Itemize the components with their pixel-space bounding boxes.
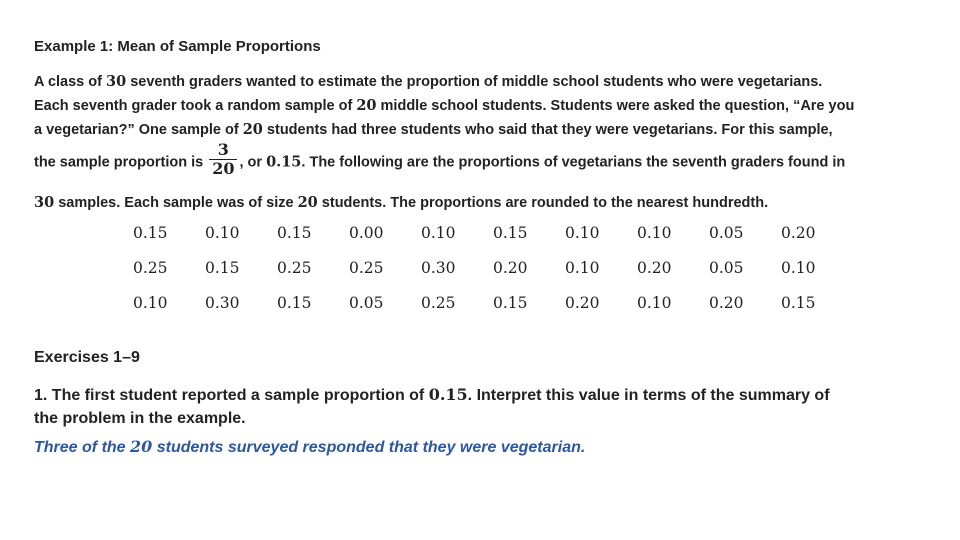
text: samples. Each sample was of size xyxy=(54,195,298,211)
proportion-value: 0.30 xyxy=(421,259,456,277)
proportion-value: 0.05 xyxy=(349,294,384,312)
proportion-value: 0.15 xyxy=(277,224,312,242)
proportion-value: 0.30 xyxy=(205,294,240,312)
proportion-value: 0.20 xyxy=(565,294,600,312)
example-line-2 xyxy=(34,97,924,114)
proportion-value: 0.20 xyxy=(493,259,528,277)
number: 20 xyxy=(242,121,263,138)
text: Three of the xyxy=(34,439,131,456)
exercise-1-line-2: the problem in the example. xyxy=(34,410,246,427)
proportion-value: 0.10 xyxy=(565,224,600,242)
exercises-title: Exercises 1–9 xyxy=(34,349,140,366)
proportion-value: 0.10 xyxy=(205,224,240,242)
text: seventh graders wanted to estimate the proportion of middle school students who were vegetarians. xyxy=(126,74,823,90)
fraction-numerator: 3 xyxy=(217,140,229,159)
exercise-1-line-1 xyxy=(34,385,830,405)
number: 30 xyxy=(34,194,55,211)
exercise-1-answer xyxy=(34,437,585,457)
proportion-value: 0.15 xyxy=(781,294,816,312)
number: 20 xyxy=(356,97,377,114)
proportion-value: 0.25 xyxy=(133,259,168,277)
proportion-value: 0.15 xyxy=(205,259,240,277)
proportion-value: 0.25 xyxy=(349,259,384,277)
text: or xyxy=(243,154,267,171)
proportion-value: 0.05 xyxy=(709,259,744,277)
number: 30 xyxy=(106,73,127,90)
fraction-3-over-20 xyxy=(209,141,237,178)
proportion-value: 0.10 xyxy=(565,259,600,277)
text: . Interpret this value in terms of the summary of xyxy=(467,387,830,404)
example-line-5 xyxy=(34,194,924,211)
text: students surveyed responded that they were vegetarian. xyxy=(152,439,586,456)
proportion-value: 0.00 xyxy=(349,224,384,242)
text: . The following are the proportions of vegetarians the seventh graders found in xyxy=(301,154,846,171)
text: Each seventh grader took a random sample of xyxy=(34,98,357,114)
proportion-value: 0.20 xyxy=(709,294,744,312)
proportion-value: 0.10 xyxy=(637,294,672,312)
proportion-value: 0.10 xyxy=(421,224,456,242)
proportion-value: 0.20 xyxy=(781,224,816,242)
proportion-value: 0.25 xyxy=(277,259,312,277)
proportion-value: 0.15 xyxy=(277,294,312,312)
proportion-value: 0.20 xyxy=(637,259,672,277)
proportion-value: 0.15 xyxy=(133,224,168,242)
proportion-value: 0.05 xyxy=(709,224,744,242)
text: students had three students who said that they were vegetarians. For this sample, xyxy=(262,122,833,138)
number: 0.15 xyxy=(266,153,302,171)
text: a vegetarian?” One sample of xyxy=(34,122,243,138)
proportion-value: 0.15 xyxy=(493,294,528,312)
example-line-1 xyxy=(34,73,924,90)
proportion-value: 0.10 xyxy=(781,259,816,277)
proportions-table xyxy=(133,224,853,329)
text: the sample proportion is xyxy=(34,154,208,171)
proportion-value: 0.25 xyxy=(421,294,456,312)
proportion-value: 0.15 xyxy=(493,224,528,242)
text: A class of xyxy=(34,74,106,90)
proportion-value: 0.10 xyxy=(637,224,672,242)
text: middle school students. Students were asked the question, “Are you xyxy=(376,98,855,114)
proportion-value: 0.10 xyxy=(133,294,168,312)
example-line-3 xyxy=(34,121,924,138)
number: 20 xyxy=(130,437,153,456)
number: 20 xyxy=(297,194,318,211)
text: 1. The first student reported a sample proportion of xyxy=(34,387,429,404)
example-line-4 xyxy=(34,140,924,181)
number: 0.15 xyxy=(428,385,468,404)
fraction-denominator: 20 xyxy=(209,159,237,178)
example-title: Example 1: Mean of Sample Proportions xyxy=(34,38,321,55)
text: students. The proportions are rounded to the nearest hundredth. xyxy=(317,195,769,211)
text: , xyxy=(239,154,244,171)
